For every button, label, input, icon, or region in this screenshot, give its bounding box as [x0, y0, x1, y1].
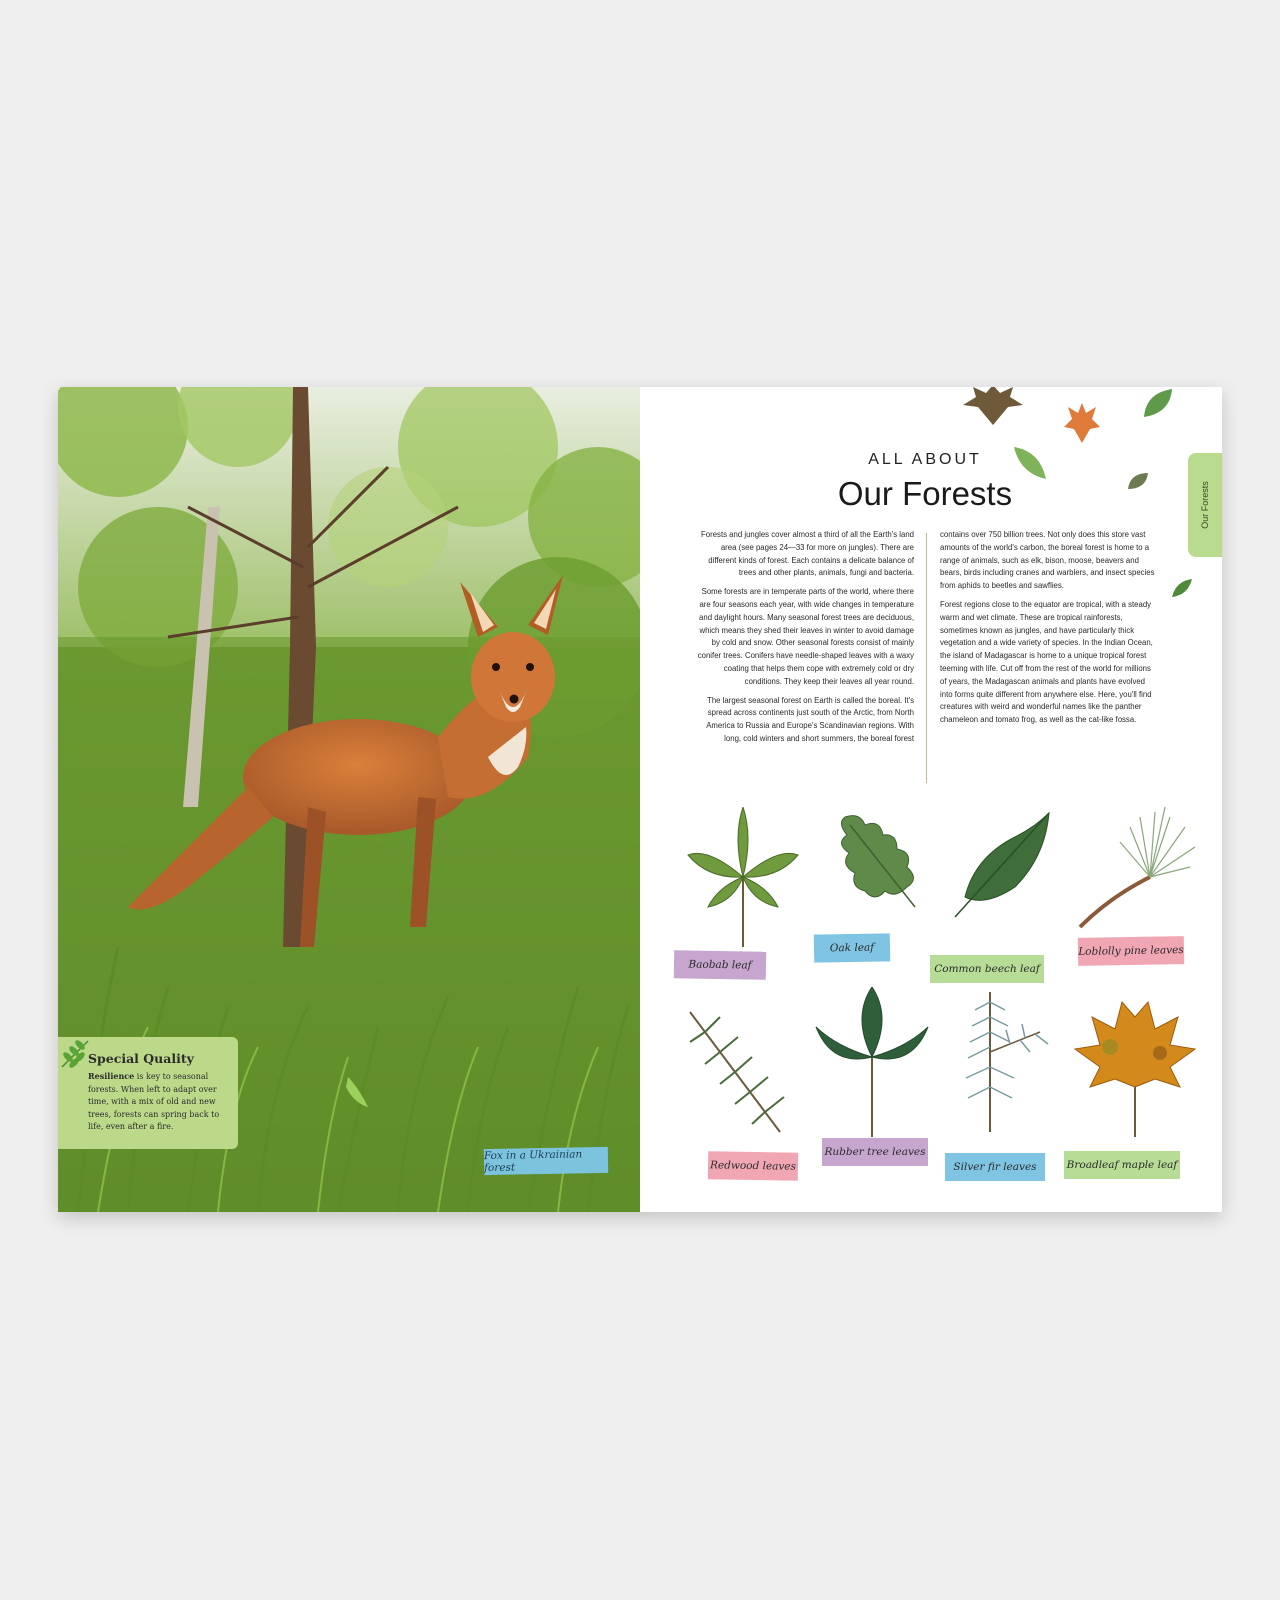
right-page: [640, 387, 1222, 1212]
special-quality-body: [88, 1070, 226, 1134]
body-paragraph: The largest seasonal forest on Earth is called the boreal. It's spread across continents just south of the Arctic, from North America to Russia and Europe's Scandinavian regions. With long, cold winters and short summers, the boreal forest: [706, 695, 914, 743]
photo-caption: Fox in a Ukrainian forest: [484, 1147, 608, 1175]
special-quality-box: [58, 1037, 238, 1149]
redwood-leaves-label: Redwood leaves: [708, 1151, 798, 1181]
body-paragraph: Forest regions close to the equator are tropical, with a steady warm and wet climate. These are tropical rainforests, sometimes known as jungles, and have particularly thick vegetation and a wide variety of species. In the Indian Ocean, the island of Madagascar is home to a unique tropical forest teeming with life. Cut off from the rest of the world for millions of years, the Madagascan animals and plants have evolved into forms quite different from anywhere else. Here, you'll find creatures with weird and wonderful names like the panther chameleon and tomato frog, as well as the cat-like fossa.: [940, 599, 1153, 725]
tiny-leaf-decoration-icon: [1170, 577, 1194, 599]
page-title: Our Forests: [837, 475, 1013, 512]
redwood-leaves-illustration: [680, 992, 800, 1142]
small-leaf-decoration-icon: [1126, 471, 1150, 493]
body-paragraph: Forests and jungles cover almost a third of all the Earth's land area (see pages 24—33 for more on jungles). There are different kinds of forest. Each contains a delicate balance of trees and other plants, animals, fungi and bacteria.: [701, 530, 914, 578]
special-quality-title: Special Quality: [88, 1051, 194, 1066]
loblolly-pine-leaves-label: Loblolly pine leaves: [1078, 936, 1184, 966]
book-spread: [58, 387, 1222, 1212]
maple-leaf-decoration-icon: [958, 387, 1028, 427]
page-kicker: ALL ABOUT: [868, 451, 982, 468]
baobab-leaf-illustration: [678, 807, 808, 947]
side-tab-label: Our Forests: [1200, 481, 1210, 529]
green-leaf-decoration-icon: [1140, 387, 1174, 421]
baobab-leaf-label: Baobab leaf: [674, 950, 766, 980]
body-paragraph: contains over 750 billion trees. Not only does this store vast amounts of the world's carbon, the boreal forest is home to a range of animals, such as elk, bison, moose, beavers and bears, birds including cranes and warblers, and insect species from aphids to beetles and sawflies.: [940, 530, 1155, 591]
section-side-tab: [1188, 453, 1222, 557]
broadleaf-maple-leaf-label: Broadleaf maple leaf: [1064, 1151, 1180, 1179]
loblolly-pine-leaves-illustration: [1070, 797, 1200, 932]
common-beech-leaf-illustration: [945, 807, 1055, 927]
silver-fir-leaves-illustration: [940, 992, 1060, 1132]
body-paragraph: Some forests are in temperate parts of the world, where there are four seasons each year, with wide changes in temperature and daylight hours. Many seasonal forest trees are deciduous, which means they shed their leaves in winter to avoid damage by cold and snow. Other seasonal forests consist of mainly conifer trees. Conifers have needle-shaped leaves with a waxy coating that helps them cope with extremely cold or dry conditions. They keep their leaves all year round.: [697, 587, 914, 686]
body-column-right: [940, 529, 1158, 733]
rubber-tree-leaves-illustration: [812, 987, 932, 1137]
fern-sprig-icon: [58, 1037, 92, 1071]
common-beech-leaf-label: Common beech leaf: [930, 955, 1044, 983]
silver-fir-leaves-label: Silver fir leaves: [945, 1153, 1045, 1181]
broadleaf-maple-leaf-illustration: [1070, 987, 1200, 1137]
special-quality-text: is key to seasonal forests. When left to adapt over time, with a mix of old and new trees, forests can spring back to life, even after a fire.: [88, 1072, 220, 1131]
oak-leaf-illustration: [825, 807, 925, 917]
autumn-leaf-decoration-icon: [1062, 401, 1102, 445]
special-quality-term: Resilience: [88, 1071, 135, 1081]
rubber-tree-leaves-label: Rubber tree leaves: [822, 1138, 928, 1166]
column-divider: [926, 533, 927, 783]
left-page-photo: [58, 387, 640, 1212]
oak-leaf-label: Oak leaf: [814, 933, 890, 962]
body-column-left: [696, 529, 914, 752]
